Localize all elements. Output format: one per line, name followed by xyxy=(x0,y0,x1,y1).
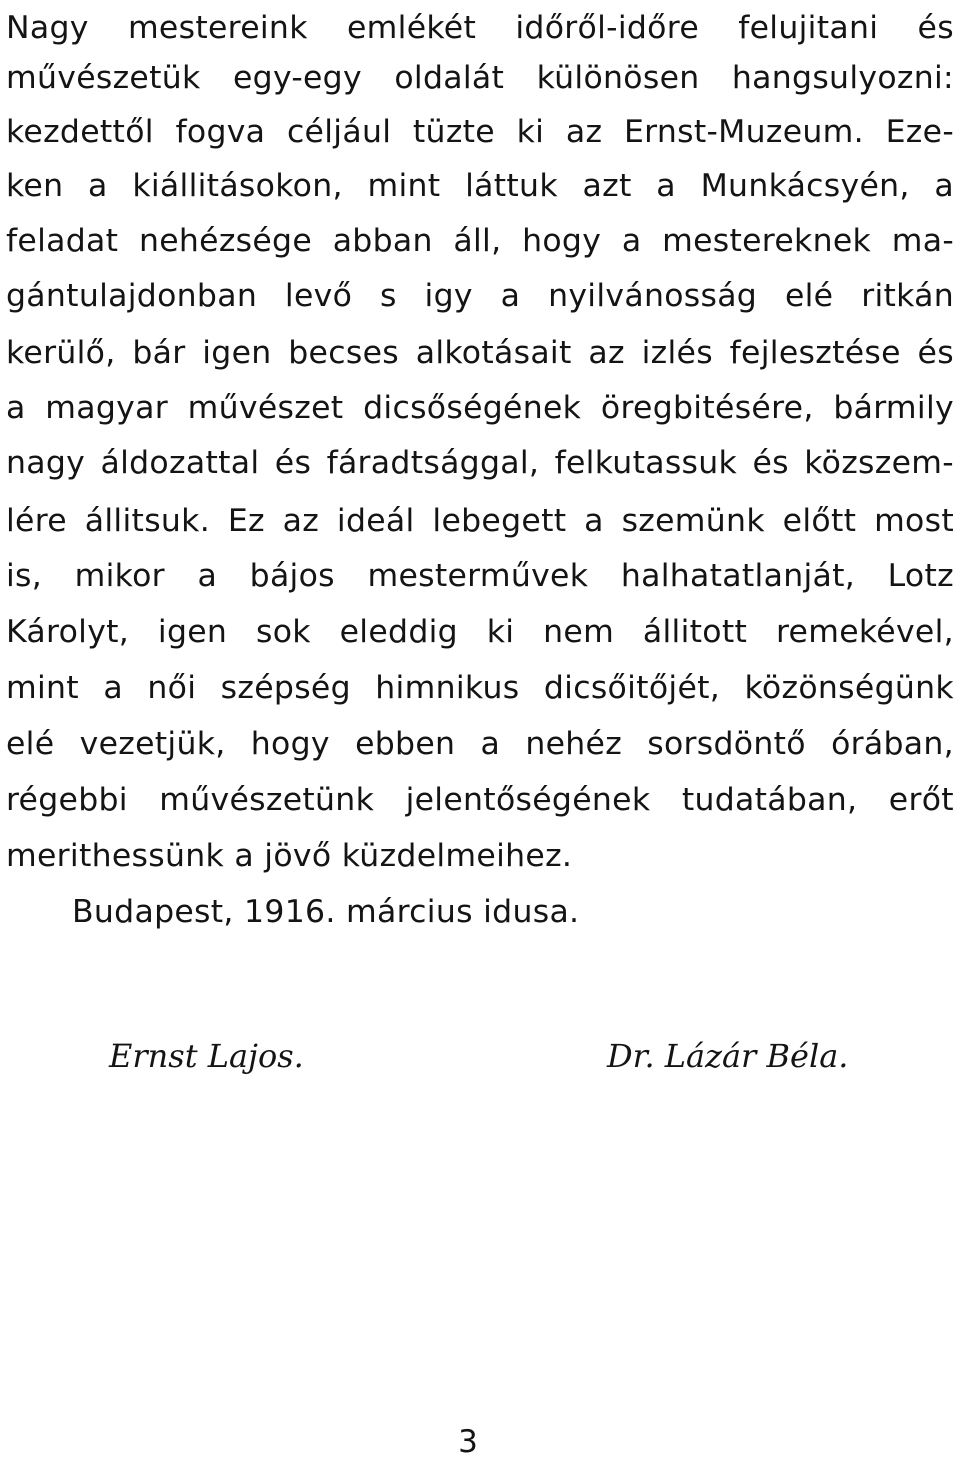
word: igy xyxy=(424,278,473,314)
word: ideál xyxy=(336,503,415,539)
word: órában, xyxy=(831,726,954,762)
word: himnikus xyxy=(375,670,520,706)
word: izlés xyxy=(641,335,713,371)
word: művészet xyxy=(187,390,344,426)
word: Lotz xyxy=(887,558,954,594)
word: állitsuk. xyxy=(84,503,211,539)
word: a xyxy=(584,503,604,539)
paragraph-line-5 xyxy=(6,213,954,269)
word: dicsőitőjét, xyxy=(543,670,721,706)
word: mikor xyxy=(74,558,165,594)
word: nyilvánosság xyxy=(548,278,758,314)
word: az xyxy=(565,114,603,150)
word: áll, xyxy=(453,223,502,259)
paragraph-line-6 xyxy=(6,268,954,324)
word: hangsulyozni: xyxy=(731,60,954,96)
paragraph-line-8 xyxy=(6,380,954,436)
word: fejlesztése xyxy=(729,335,901,371)
word: felujitani xyxy=(738,10,879,46)
word: dicsőségének xyxy=(363,390,582,426)
word: a xyxy=(480,726,501,762)
word: a xyxy=(88,168,108,204)
word: közszem- xyxy=(804,445,954,481)
word: hogy xyxy=(522,223,602,259)
word: a xyxy=(500,278,521,314)
word: céljául xyxy=(286,114,392,150)
word: gántulajdonban xyxy=(6,278,258,314)
word: vezetjük, xyxy=(79,726,226,762)
word: öregbitésére, xyxy=(600,390,814,426)
word: a xyxy=(656,168,676,204)
word: kerülő, xyxy=(6,335,116,371)
paragraph-line-12 xyxy=(6,604,954,660)
word: művészetük xyxy=(6,60,201,96)
word: emlékét xyxy=(346,10,477,46)
word: és xyxy=(917,335,954,371)
word: különösen xyxy=(536,60,700,96)
word: nehéz xyxy=(525,726,623,762)
word: Károlyt, xyxy=(6,614,130,650)
paragraph-line-15 xyxy=(6,772,954,828)
word: ebben xyxy=(355,726,456,762)
word: a xyxy=(621,223,642,259)
word: Ez xyxy=(227,503,265,539)
page-number: 3 xyxy=(458,1424,478,1460)
word: Ernst-Muzeum. xyxy=(623,114,864,150)
word: a xyxy=(6,390,26,426)
word: ritkán xyxy=(861,278,954,314)
word: lére xyxy=(6,503,67,539)
word: a xyxy=(197,558,218,594)
word: elé xyxy=(784,278,834,314)
word: közönségünk xyxy=(744,670,954,706)
word: nem xyxy=(543,614,615,650)
paragraph-line-2 xyxy=(6,50,954,106)
word: tudatában, xyxy=(681,782,858,818)
word: mint xyxy=(6,670,79,706)
word: mestereknek xyxy=(662,223,872,259)
word: magyar xyxy=(45,390,168,426)
word: fáradtsággal, xyxy=(326,445,540,481)
word: szemünk xyxy=(621,503,765,539)
word: remekével, xyxy=(775,614,954,650)
word: kiállitásokon, xyxy=(132,168,343,204)
paragraph-line-3 xyxy=(6,104,954,160)
word: sorsdöntő xyxy=(647,726,806,762)
word: ki xyxy=(516,114,545,150)
word: hogy xyxy=(250,726,330,762)
word: szépség xyxy=(220,670,351,706)
word: áldozattal xyxy=(100,445,260,481)
word: és xyxy=(274,445,312,481)
word: elé xyxy=(6,726,55,762)
word: nagy xyxy=(6,445,86,481)
word: Eze- xyxy=(885,114,954,150)
word: s xyxy=(379,278,397,314)
word: igen xyxy=(157,614,228,650)
word: állitott xyxy=(642,614,748,650)
paragraph-line-10 xyxy=(6,493,954,549)
word: az xyxy=(588,335,625,371)
word: és xyxy=(752,445,789,481)
word: nehézsége xyxy=(138,223,313,259)
word: sok xyxy=(255,614,311,650)
word: felkutassuk xyxy=(554,445,738,481)
word: becses xyxy=(288,335,399,371)
word: kezdettől xyxy=(6,114,154,150)
paragraph-line-9 xyxy=(6,435,954,491)
word: láttuk xyxy=(465,168,558,204)
paragraph-line-11 xyxy=(6,548,954,604)
word: abban xyxy=(332,223,433,259)
word: az xyxy=(282,503,320,539)
word: mint xyxy=(367,168,441,204)
word: tüzte xyxy=(412,114,495,150)
word: bár xyxy=(132,335,186,371)
word: időről-időre xyxy=(515,10,699,46)
word: alkotásait xyxy=(415,335,572,371)
word: a xyxy=(934,168,954,204)
word: bármily xyxy=(833,390,954,426)
word: bájos xyxy=(249,558,335,594)
word: is, xyxy=(6,558,43,594)
word: női xyxy=(147,670,197,706)
word: ken xyxy=(6,168,64,204)
word: halhatatlanját, xyxy=(620,558,856,594)
signature-left: Ernst Lajos. xyxy=(109,1037,304,1075)
word: előtt xyxy=(782,503,857,539)
word: eleddig xyxy=(339,614,458,650)
word: művészetünk xyxy=(159,782,375,818)
word: levő xyxy=(284,278,353,314)
word: azt xyxy=(582,168,632,204)
word: feladat xyxy=(6,223,119,259)
word: mestereink xyxy=(127,10,308,46)
signature-right: Dr. Lázár Béla. xyxy=(607,1037,849,1075)
word: és xyxy=(917,10,954,46)
paragraph-line-13 xyxy=(6,660,954,716)
word: a xyxy=(103,670,123,706)
paragraph-line-16: merithessünk a jövő küzdelmeihez. xyxy=(6,838,573,874)
paragraph-line-14 xyxy=(6,716,954,772)
word: régebbi xyxy=(6,782,128,818)
word: erőt xyxy=(888,782,954,818)
word: lebegett xyxy=(432,503,567,539)
word: Nagy xyxy=(6,10,89,46)
word: mesterművek xyxy=(367,558,589,594)
word: oldalát xyxy=(394,60,505,96)
word: fogva xyxy=(175,114,266,150)
word: ki xyxy=(486,614,515,650)
word: ma- xyxy=(891,223,954,259)
word: jelentőségének xyxy=(405,782,651,818)
paragraph-line-1 xyxy=(6,0,954,56)
paragraph-line-4 xyxy=(6,158,954,214)
dateline: Budapest, 1916. március idusa. xyxy=(72,894,580,930)
word: egy-egy xyxy=(232,60,362,96)
word: Munkácsyén, xyxy=(700,168,910,204)
word: igen xyxy=(202,335,272,371)
paragraph-line-7 xyxy=(6,325,954,381)
word: most xyxy=(874,503,954,539)
